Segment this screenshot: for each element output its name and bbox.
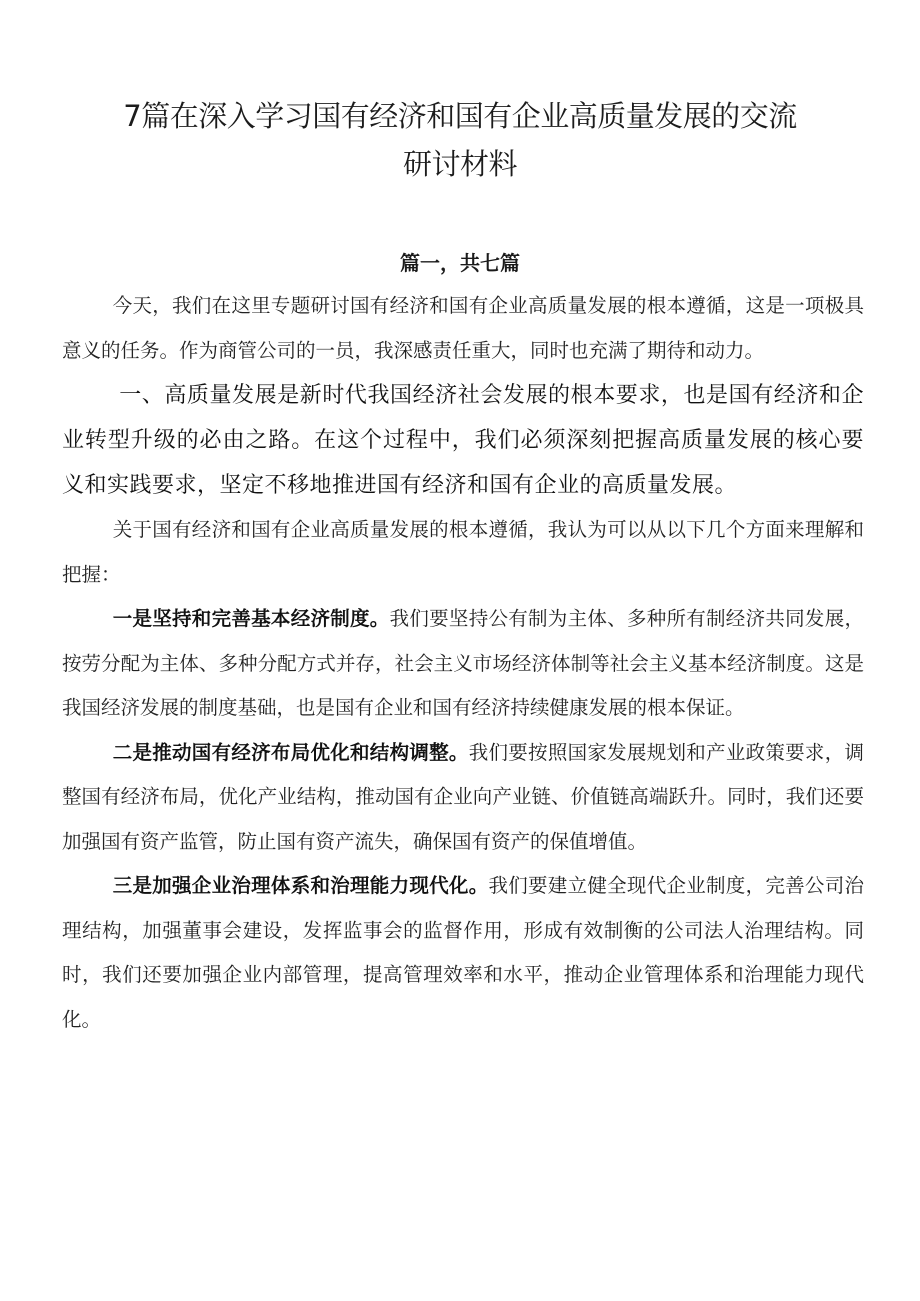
paragraph-transition <box>62 508 864 597</box>
document-title <box>60 92 860 188</box>
paragraph-aspect-one <box>62 597 864 731</box>
paragraph-lead: 三是加强企业治理体系和治理能力现代化。 <box>112 874 489 897</box>
paragraph-text: 我们要坚持公有制为主体、多种所有制经济共同发展，按劳分配为主体、多种分配方式并存，社会主义市场经济体制等社会主义基本经济制度。这是我国经济发展的制度基础，也是国有企业和国有经济持续健康发展的根本保证。 <box>62 607 864 719</box>
paragraph-text: 我们要建立健全现代企业制度，完善公司治理结构，加强董事会建设，发挥监事会的监督作用，形成有效制衡的公司法人治理结构。同时，我们还要加强企业内部管理，提高管理效率和水平，推动企业管理体系和治理能力现代化。 <box>62 874 864 1031</box>
paragraph-intro <box>62 284 864 373</box>
document-title-line-2: 研讨材料 <box>402 147 517 181</box>
paragraph-point-one <box>62 373 864 508</box>
paragraph-lead: 一是坚持和完善基本经济制度。 <box>112 607 390 630</box>
document-title-line-1: 7篇在深入学习国有经济和国有企业高质量发展的交流 <box>123 99 797 133</box>
paragraph-text: 一、高质量发展是新时代我国经济社会发展的根本要求，也是国有经济和企业转型升级的必由之路。在这个过程中，我们必须深刻把握高质量发展的核心要义和实践要求，坚定不移地推进国有经济和国有企业的高质量发展。 <box>62 383 864 498</box>
section-heading: 篇一，共七篇 <box>400 251 520 275</box>
paragraph-aspect-three <box>62 864 864 1042</box>
paragraph-aspect-two <box>62 731 864 865</box>
paragraph-text: 关于国有经济和国有企业高质量发展的根本遵循，我认为可以从以下几个方面来理解和把握： <box>62 518 864 586</box>
paragraph-text: 今天，我们在这里专题研讨国有经济和国有企业高质量发展的根本遵循，这是一项极具意义的任务。作为商管公司的一员，我深感责任重大，同时也充满了期待和动力。 <box>62 294 864 362</box>
document-body <box>62 284 864 1042</box>
paragraph-text: 我们要按照国家发展规划和产业政策要求，调整国有经济布局，优化产业结构，推动国有企业向产业链、价值链高端跃升。同时，我们还要加强国有资产监管，防止国有资产流失，确保国有资产的保值增值。 <box>62 740 864 853</box>
paragraph-lead: 二是推动国有经济布局优化和结构调整。 <box>112 740 469 764</box>
